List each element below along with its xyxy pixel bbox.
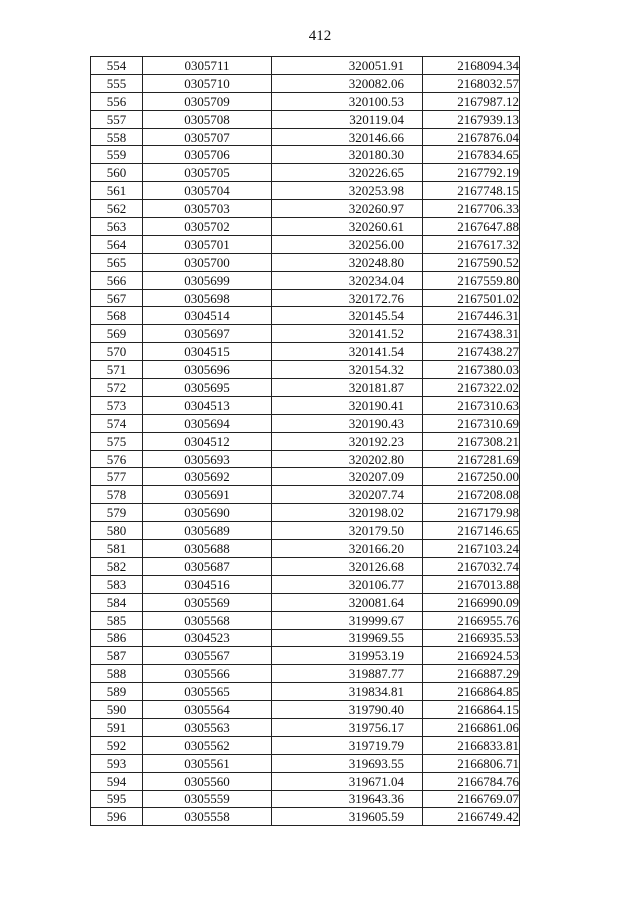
row-index-cell: 558 — [91, 128, 143, 146]
x-coordinate-cell: 319671.04 — [272, 772, 423, 790]
y-coordinate-cell: 2167438.27 — [423, 343, 520, 361]
y-coordinate-cell: 2166955.76 — [423, 611, 520, 629]
point-id-cell: 0305695 — [143, 379, 272, 397]
x-coordinate-cell: 320154.32 — [272, 361, 423, 379]
x-coordinate-cell: 320082.06 — [272, 74, 423, 92]
table-row — [91, 629, 520, 647]
x-coordinate-cell: 320181.87 — [272, 379, 423, 397]
y-coordinate-cell: 2167281.69 — [423, 450, 520, 468]
table-row — [91, 235, 520, 253]
x-coordinate-cell: 320051.91 — [272, 57, 423, 75]
y-coordinate-cell: 2167438.31 — [423, 325, 520, 343]
x-coordinate-cell: 320190.41 — [272, 396, 423, 414]
row-index-cell: 579 — [91, 504, 143, 522]
x-coordinate-cell: 319605.59 — [272, 808, 423, 826]
row-index-cell: 569 — [91, 325, 143, 343]
table-row — [91, 200, 520, 218]
x-coordinate-cell: 320248.80 — [272, 253, 423, 271]
row-index-cell: 594 — [91, 772, 143, 790]
y-coordinate-cell: 2166769.07 — [423, 790, 520, 808]
x-coordinate-cell: 319719.79 — [272, 736, 423, 754]
y-coordinate-cell: 2166990.09 — [423, 593, 520, 611]
row-index-cell: 587 — [91, 647, 143, 665]
point-id-cell: 0305702 — [143, 218, 272, 236]
row-index-cell: 593 — [91, 754, 143, 772]
y-coordinate-cell: 2166887.29 — [423, 665, 520, 683]
table-row — [91, 343, 520, 361]
y-coordinate-cell: 2166784.76 — [423, 772, 520, 790]
row-index-cell: 589 — [91, 683, 143, 701]
x-coordinate-cell: 319790.40 — [272, 701, 423, 719]
row-index-cell: 554 — [91, 57, 143, 75]
x-coordinate-cell: 320081.64 — [272, 593, 423, 611]
x-coordinate-cell: 320179.50 — [272, 522, 423, 540]
row-index-cell: 573 — [91, 396, 143, 414]
point-id-cell: 0305563 — [143, 718, 272, 736]
x-coordinate-cell: 319834.81 — [272, 683, 423, 701]
table-row — [91, 468, 520, 486]
row-index-cell: 584 — [91, 593, 143, 611]
point-id-cell: 0305562 — [143, 736, 272, 754]
table-row — [91, 289, 520, 307]
row-index-cell: 571 — [91, 361, 143, 379]
table-row — [91, 307, 520, 325]
point-id-cell: 0305565 — [143, 683, 272, 701]
table-row — [91, 504, 520, 522]
table-row — [91, 575, 520, 593]
row-index-cell: 572 — [91, 379, 143, 397]
row-index-cell: 582 — [91, 557, 143, 575]
y-coordinate-cell: 2166861.06 — [423, 718, 520, 736]
point-id-cell: 0305688 — [143, 540, 272, 558]
table-row — [91, 665, 520, 683]
table-row — [91, 772, 520, 790]
y-coordinate-cell: 2168094.34 — [423, 57, 520, 75]
x-coordinate-cell: 320207.09 — [272, 468, 423, 486]
y-coordinate-cell: 2167208.08 — [423, 486, 520, 504]
table-row — [91, 593, 520, 611]
row-index-cell: 565 — [91, 253, 143, 271]
x-coordinate-cell: 320141.54 — [272, 343, 423, 361]
row-index-cell: 583 — [91, 575, 143, 593]
y-coordinate-cell: 2167250.00 — [423, 468, 520, 486]
x-coordinate-cell: 320198.02 — [272, 504, 423, 522]
table-row — [91, 253, 520, 271]
row-index-cell: 563 — [91, 218, 143, 236]
table-row — [91, 182, 520, 200]
y-coordinate-cell: 2167617.32 — [423, 235, 520, 253]
point-id-cell: 0304523 — [143, 629, 272, 647]
table-row — [91, 790, 520, 808]
x-coordinate-cell: 320207.74 — [272, 486, 423, 504]
y-coordinate-cell: 2167103.24 — [423, 540, 520, 558]
row-index-cell: 560 — [91, 164, 143, 182]
point-id-cell: 0305697 — [143, 325, 272, 343]
row-index-cell: 585 — [91, 611, 143, 629]
x-coordinate-cell: 319999.67 — [272, 611, 423, 629]
y-coordinate-cell: 2167310.69 — [423, 414, 520, 432]
x-coordinate-cell: 320190.43 — [272, 414, 423, 432]
table-row — [91, 808, 520, 826]
table-row — [91, 683, 520, 701]
y-coordinate-cell: 2167308.21 — [423, 432, 520, 450]
row-index-cell: 588 — [91, 665, 143, 683]
x-coordinate-cell: 319756.17 — [272, 718, 423, 736]
point-id-cell: 0305558 — [143, 808, 272, 826]
y-coordinate-cell: 2167792.19 — [423, 164, 520, 182]
table-row — [91, 611, 520, 629]
point-id-cell: 0305560 — [143, 772, 272, 790]
page-number: 412 — [308, 28, 332, 44]
y-coordinate-cell: 2166749.42 — [423, 808, 520, 826]
x-coordinate-cell: 320192.23 — [272, 432, 423, 450]
point-id-cell: 0305693 — [143, 450, 272, 468]
y-coordinate-cell: 2167987.12 — [423, 92, 520, 110]
x-coordinate-cell: 320256.00 — [272, 235, 423, 253]
table-row — [91, 164, 520, 182]
row-index-cell: 557 — [91, 110, 143, 128]
point-id-cell: 0304516 — [143, 575, 272, 593]
point-id-cell: 0305703 — [143, 200, 272, 218]
point-id-cell: 0305698 — [143, 289, 272, 307]
table-row — [91, 647, 520, 665]
table-row — [91, 57, 520, 75]
point-id-cell: 0305699 — [143, 271, 272, 289]
x-coordinate-cell: 320260.97 — [272, 200, 423, 218]
point-id-cell: 0305691 — [143, 486, 272, 504]
point-id-cell: 0305706 — [143, 146, 272, 164]
x-coordinate-cell: 320126.68 — [272, 557, 423, 575]
row-index-cell: 556 — [91, 92, 143, 110]
table-row — [91, 540, 520, 558]
x-coordinate-cell: 320253.98 — [272, 182, 423, 200]
point-id-cell: 0305559 — [143, 790, 272, 808]
y-coordinate-cell: 2167310.63 — [423, 396, 520, 414]
point-id-cell: 0305701 — [143, 235, 272, 253]
point-id-cell: 0305711 — [143, 57, 272, 75]
table-row — [91, 146, 520, 164]
y-coordinate-cell: 2167748.15 — [423, 182, 520, 200]
point-id-cell: 0305692 — [143, 468, 272, 486]
row-index-cell: 577 — [91, 468, 143, 486]
row-index-cell: 561 — [91, 182, 143, 200]
y-coordinate-cell: 2167446.31 — [423, 307, 520, 325]
row-index-cell: 568 — [91, 307, 143, 325]
row-index-cell: 562 — [91, 200, 143, 218]
point-id-cell: 0305690 — [143, 504, 272, 522]
row-index-cell: 578 — [91, 486, 143, 504]
y-coordinate-cell: 2167322.02 — [423, 379, 520, 397]
x-coordinate-cell: 319969.55 — [272, 629, 423, 647]
x-coordinate-cell: 320106.77 — [272, 575, 423, 593]
coordinates-table-body — [91, 57, 520, 826]
point-id-cell: 0305564 — [143, 701, 272, 719]
row-index-cell: 559 — [91, 146, 143, 164]
y-coordinate-cell: 2167876.04 — [423, 128, 520, 146]
row-index-cell: 555 — [91, 74, 143, 92]
table-row — [91, 701, 520, 719]
table-row — [91, 110, 520, 128]
table-row — [91, 325, 520, 343]
table-row — [91, 74, 520, 92]
point-id-cell: 0304515 — [143, 343, 272, 361]
x-coordinate-cell: 319643.36 — [272, 790, 423, 808]
table-row — [91, 128, 520, 146]
y-coordinate-cell: 2167013.88 — [423, 575, 520, 593]
point-id-cell: 0305700 — [143, 253, 272, 271]
table-row — [91, 718, 520, 736]
row-index-cell: 570 — [91, 343, 143, 361]
row-index-cell: 590 — [91, 701, 143, 719]
row-index-cell: 586 — [91, 629, 143, 647]
point-id-cell: 0305696 — [143, 361, 272, 379]
x-coordinate-cell: 319953.19 — [272, 647, 423, 665]
x-coordinate-cell: 320226.65 — [272, 164, 423, 182]
point-id-cell: 0305566 — [143, 665, 272, 683]
x-coordinate-cell: 320202.80 — [272, 450, 423, 468]
point-id-cell: 0304512 — [143, 432, 272, 450]
table-row — [91, 557, 520, 575]
coordinates-table — [90, 56, 520, 826]
y-coordinate-cell: 2168032.57 — [423, 74, 520, 92]
y-coordinate-cell: 2167706.33 — [423, 200, 520, 218]
x-coordinate-cell: 320234.04 — [272, 271, 423, 289]
point-id-cell: 0305567 — [143, 647, 272, 665]
y-coordinate-cell: 2167380.03 — [423, 361, 520, 379]
y-coordinate-cell: 2167032.74 — [423, 557, 520, 575]
table-row — [91, 450, 520, 468]
x-coordinate-cell: 320100.53 — [272, 92, 423, 110]
y-coordinate-cell: 2167501.02 — [423, 289, 520, 307]
x-coordinate-cell: 320260.61 — [272, 218, 423, 236]
x-coordinate-cell: 320146.66 — [272, 128, 423, 146]
row-index-cell: 596 — [91, 808, 143, 826]
y-coordinate-cell: 2166864.85 — [423, 683, 520, 701]
x-coordinate-cell: 320180.30 — [272, 146, 423, 164]
table-row — [91, 414, 520, 432]
row-index-cell: 564 — [91, 235, 143, 253]
x-coordinate-cell: 320145.54 — [272, 307, 423, 325]
point-id-cell: 0305687 — [143, 557, 272, 575]
table-row — [91, 522, 520, 540]
row-index-cell: 595 — [91, 790, 143, 808]
table-row — [91, 379, 520, 397]
y-coordinate-cell: 2166806.71 — [423, 754, 520, 772]
table-row — [91, 218, 520, 236]
point-id-cell: 0305704 — [143, 182, 272, 200]
table-row — [91, 486, 520, 504]
x-coordinate-cell: 319693.55 — [272, 754, 423, 772]
y-coordinate-cell: 2166833.81 — [423, 736, 520, 754]
row-index-cell: 581 — [91, 540, 143, 558]
y-coordinate-cell: 2166935.53 — [423, 629, 520, 647]
point-id-cell: 0305710 — [143, 74, 272, 92]
point-id-cell: 0305707 — [143, 128, 272, 146]
point-id-cell: 0305705 — [143, 164, 272, 182]
y-coordinate-cell: 2167146.65 — [423, 522, 520, 540]
y-coordinate-cell: 2167939.13 — [423, 110, 520, 128]
row-index-cell: 575 — [91, 432, 143, 450]
row-index-cell: 566 — [91, 271, 143, 289]
y-coordinate-cell: 2167590.52 — [423, 253, 520, 271]
point-id-cell: 0304513 — [143, 396, 272, 414]
point-id-cell: 0305561 — [143, 754, 272, 772]
point-id-cell: 0305569 — [143, 593, 272, 611]
table-row — [91, 92, 520, 110]
x-coordinate-cell: 320141.52 — [272, 325, 423, 343]
row-index-cell: 574 — [91, 414, 143, 432]
table-row — [91, 432, 520, 450]
y-coordinate-cell: 2166864.15 — [423, 701, 520, 719]
table-row — [91, 396, 520, 414]
y-coordinate-cell: 2167834.65 — [423, 146, 520, 164]
point-id-cell: 0305709 — [143, 92, 272, 110]
point-id-cell: 0305689 — [143, 522, 272, 540]
x-coordinate-cell: 320172.76 — [272, 289, 423, 307]
row-index-cell: 592 — [91, 736, 143, 754]
row-index-cell: 591 — [91, 718, 143, 736]
table-row — [91, 736, 520, 754]
point-id-cell: 0305708 — [143, 110, 272, 128]
y-coordinate-cell: 2167179.98 — [423, 504, 520, 522]
table-row — [91, 271, 520, 289]
y-coordinate-cell: 2167559.80 — [423, 271, 520, 289]
y-coordinate-cell: 2166924.53 — [423, 647, 520, 665]
point-id-cell: 0304514 — [143, 307, 272, 325]
x-coordinate-cell: 320119.04 — [272, 110, 423, 128]
point-id-cell: 0305568 — [143, 611, 272, 629]
point-id-cell: 0305694 — [143, 414, 272, 432]
x-coordinate-cell: 320166.20 — [272, 540, 423, 558]
x-coordinate-cell: 319887.77 — [272, 665, 423, 683]
row-index-cell: 576 — [91, 450, 143, 468]
table-row — [91, 361, 520, 379]
row-index-cell: 567 — [91, 289, 143, 307]
table-row — [91, 754, 520, 772]
row-index-cell: 580 — [91, 522, 143, 540]
y-coordinate-cell: 2167647.88 — [423, 218, 520, 236]
